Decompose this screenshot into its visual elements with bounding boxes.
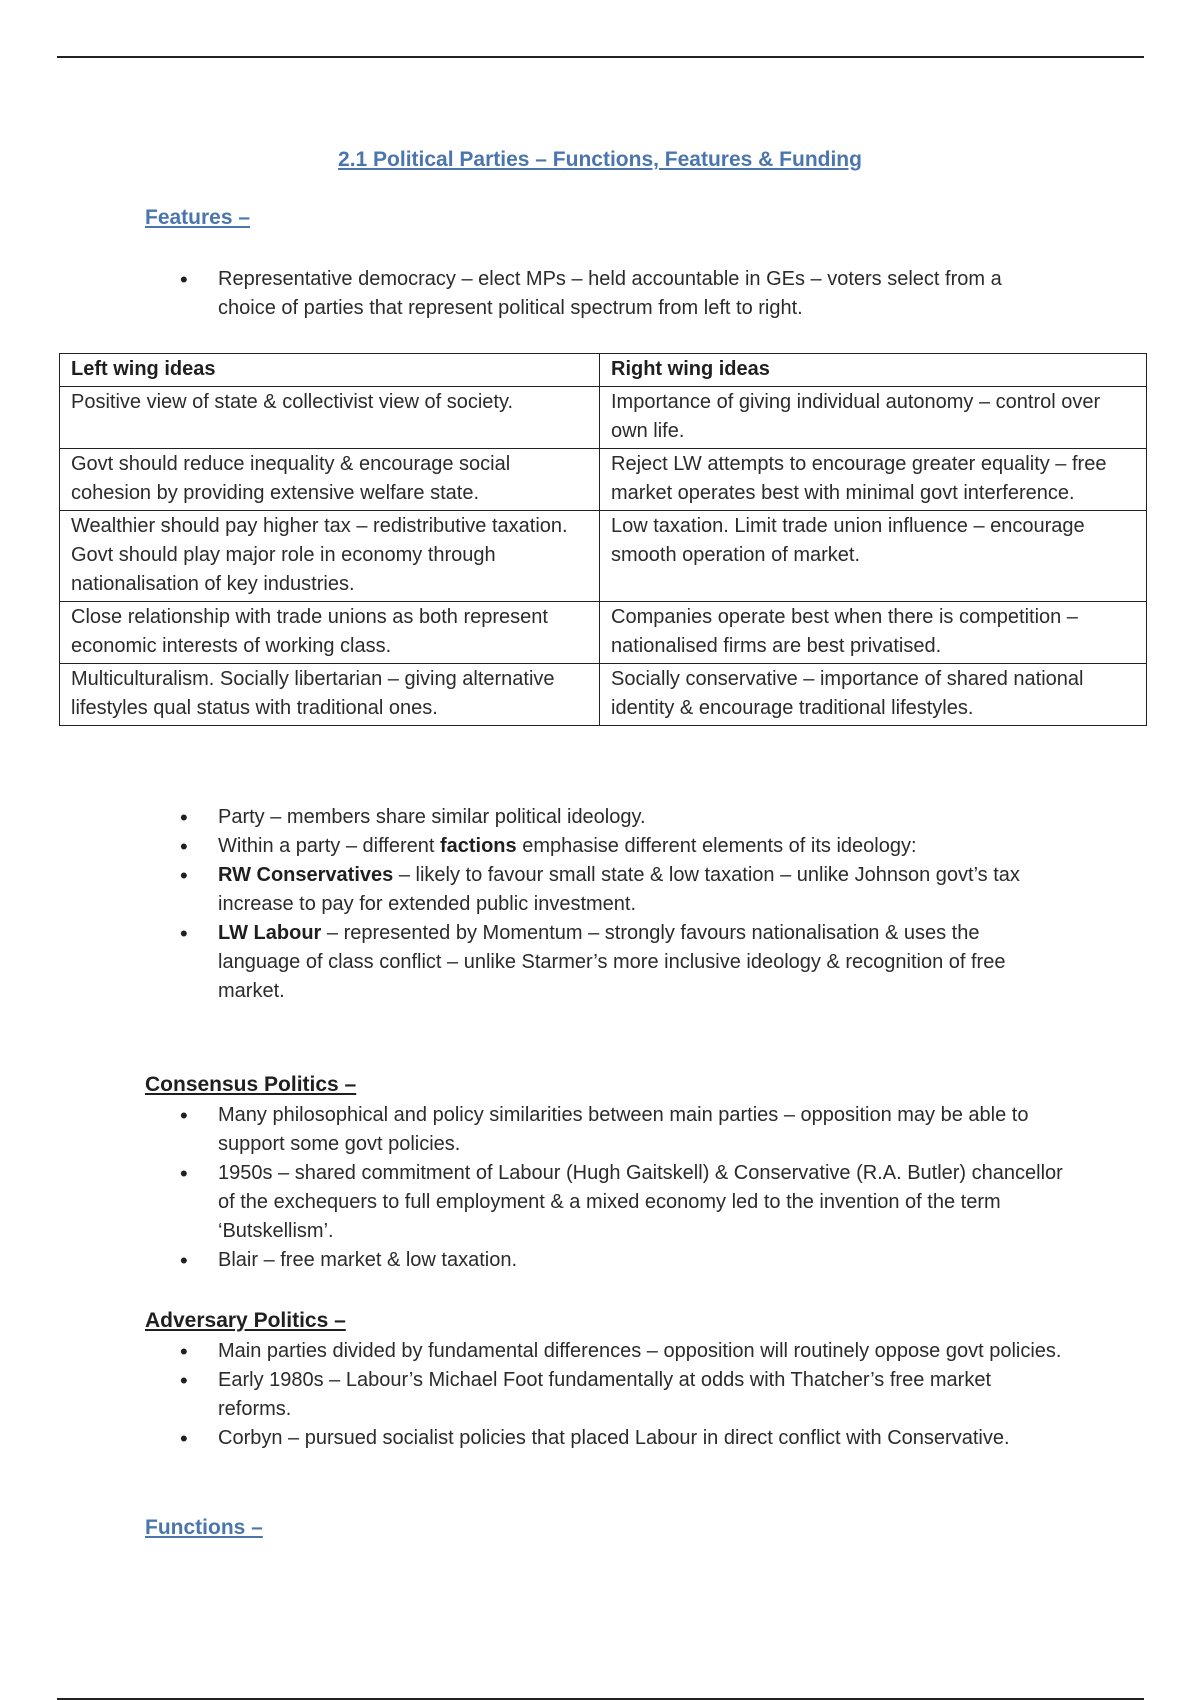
adversary-heading: Adversary Politics –: [145, 1309, 346, 1332]
functions-heading: Functions –: [145, 1516, 263, 1539]
bullet-icon: •: [180, 1426, 188, 1451]
adversary-bullets: [145, 1337, 1065, 1453]
left-wing-header: Left wing ideas: [60, 354, 600, 387]
features-heading: Features –: [145, 206, 251, 229]
list-item: • Corbyn – pursued socialist policies that placed Labour in direct conflict with Conservative.: [180, 1426, 1010, 1451]
party-bullets: [145, 803, 1065, 1006]
left-wing-cell: Multiculturalism. Socially libertarian – giving alternative lifestyles qual status with traditional ones.: [60, 664, 600, 726]
list-item: • Within a party – different factions emphasise different elements of its ideology:: [180, 834, 917, 859]
table-row: [60, 664, 1147, 726]
right-wing-header: Right wing ideas: [600, 354, 1147, 387]
left-wing-cell: Wealthier should pay higher tax – redistributive taxation. Govt should play major role in economy through nationalisation of key industries.: [60, 511, 600, 602]
table-header-row: [60, 354, 1147, 387]
list-item: • Main parties divided by fundamental differences – opposition will routinely oppose govt policies.: [180, 1339, 1062, 1364]
page-title: 2.1 Political Parties – Functions, Features & Funding: [338, 148, 862, 171]
ideas-table: [59, 353, 1147, 726]
left-wing-cell: Close relationship with trade unions as both represent economic interests of working class.: [60, 602, 600, 664]
list-item: • Representative democracy – elect MPs – held accountable in GEs – voters select from a choice of parties that represent political spectrum from left to right.: [180, 267, 1002, 319]
bullet-icon: •: [180, 921, 188, 946]
left-wing-cell: Govt should reduce inequality & encourage social cohesion by providing extensive welfare state.: [60, 449, 600, 511]
consensus-bullets: [145, 1101, 1065, 1275]
table-row: [60, 511, 1147, 602]
list-item: • LW Labour – represented by Momentum – strongly favours nationalisation & uses the language of class conflict – unlike Starmer’s more inclusive ideology & recognition of free market.: [180, 921, 1006, 1002]
bullet-icon: •: [180, 1161, 188, 1186]
list-item: • Early 1980s – Labour’s Michael Foot fundamentally at odds with Thatcher’s free market reforms.: [180, 1368, 992, 1420]
left-wing-cell: Positive view of state & collectivist view of society.: [60, 387, 600, 449]
table-row: [60, 449, 1147, 511]
bullet-icon: •: [180, 1103, 188, 1128]
table-row: [60, 387, 1147, 449]
right-wing-cell: Companies operate best when there is competition – nationalised firms are best privatised.: [600, 602, 1147, 664]
right-wing-cell: Importance of giving individual autonomy – control over own life.: [600, 387, 1147, 449]
bullet-icon: •: [180, 1368, 188, 1393]
features-bullets: [145, 265, 1065, 323]
bullet-icon: •: [180, 267, 188, 292]
bullet-icon: •: [180, 834, 188, 859]
list-item: • Blair – free market & low taxation.: [180, 1248, 518, 1273]
consensus-heading: Consensus Politics –: [145, 1073, 357, 1096]
bullet-icon: •: [180, 863, 188, 888]
list-item: • Many philosophical and policy similarities between main parties – opposition may be able to support some govt policies.: [180, 1103, 1029, 1155]
list-item: • Party – members share similar political ideology.: [180, 805, 646, 830]
bullet-icon: •: [180, 1248, 188, 1273]
right-wing-cell: Reject LW attempts to encourage greater equality – free market operates best with minimal govt interference.: [600, 449, 1147, 511]
list-item: • 1950s – shared commitment of Labour (Hugh Gaitskell) & Conservative (R.A. Butler) chancellor of the exchequers to full employment & a mixed economy led to the invention of the term ‘Butskellism’.: [180, 1161, 1063, 1242]
bullet-icon: •: [180, 1339, 188, 1364]
bullet-icon: •: [180, 805, 188, 830]
list-item: • RW Conservatives – likely to favour small state & low taxation – unlike Johnson govt’s tax increase to pay for extended public investment.: [180, 863, 1020, 915]
top-divider: [57, 56, 1144, 58]
table-row: [60, 602, 1147, 664]
right-wing-cell: Socially conservative – importance of shared national identity & encourage traditional lifestyles.: [600, 664, 1147, 726]
right-wing-cell: Low taxation. Limit trade union influence – encourage smooth operation of market.: [600, 511, 1147, 602]
